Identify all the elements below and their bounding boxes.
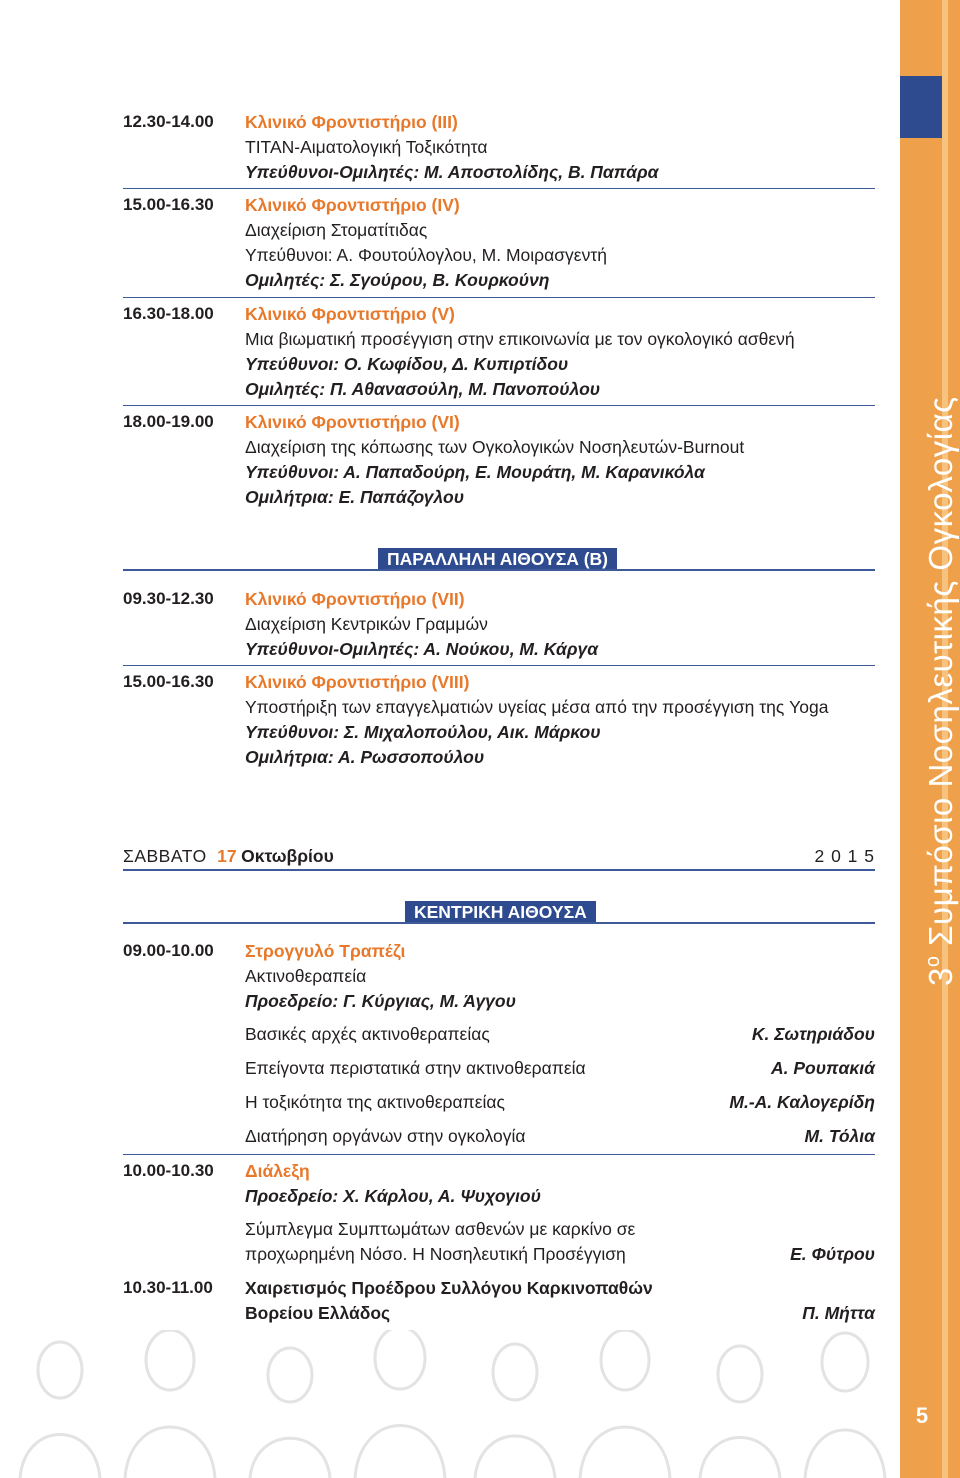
session-people: Υπεύθυνοι: Σ. Μιχαλοπούλου, Αικ. Μάρκου	[245, 722, 601, 742]
session-time: 15.00-16.30	[123, 195, 214, 214]
page-number: 5	[915, 1403, 929, 1428]
talk-speaker: Α. Ρουπακιά	[770, 1058, 875, 1078]
session-subject: Μια βιωματική προσέγγιση στην επικοινωνία με τον ογκολογικό ασθενή	[245, 329, 795, 349]
divider	[123, 665, 875, 666]
talk-speaker: Μ. Τόλια	[804, 1126, 875, 1146]
session-time: 18.00-19.00	[123, 412, 214, 431]
greeting-line: Χαιρετισμός Προέδρου Συλλόγου Καρκινοπαθών	[245, 1278, 653, 1298]
session-time: 09.30-12.30	[123, 589, 214, 608]
session-people: Υπεύθυνοι-Ομιλητές: Α. Νούκου, Μ. Κάργα	[245, 639, 599, 659]
talk-title-line1: Σύμπλεγμα Συμπτωμάτων ασθενών με καρκίνο σε	[245, 1219, 636, 1239]
greeting-session	[123, 1276, 875, 1331]
lecture-session	[123, 1159, 875, 1269]
session-title: Στρογγυλό Τραπέζι	[245, 941, 406, 961]
day-month: Οκτωβρίου	[241, 846, 334, 866]
session-time: 12.30-14.00	[123, 112, 214, 131]
session-responsible: Υπεύθυνοι: Α. Φουτούλογλου, Μ. Μοιρασγεντή	[245, 245, 607, 265]
day-number: 17	[217, 846, 237, 866]
talk-speaker: Ε. Φύτρου	[790, 1244, 875, 1264]
main-hall-label: ΚΕΝΤΡΙΚΗ ΑΙΘΟΥΣΑ	[405, 901, 596, 923]
session-people: Ομιλητές: Π. Αθανασούλη, Μ. Πανοπούλου	[245, 379, 601, 399]
talk-speaker: Κ. Σωτηριάδου	[751, 1024, 875, 1044]
greeting-speaker: Π. Μήττα	[802, 1303, 875, 1323]
divider	[123, 405, 875, 406]
talk-title: Η τοξικότητα της ακτινοθεραπείας	[245, 1092, 505, 1112]
day-header	[123, 846, 875, 870]
session-chairs: Προεδρείο: Γ. Κύργιας, Μ. Άγγου	[245, 991, 516, 1011]
side-banner-blue-block	[900, 76, 942, 138]
day-divider	[123, 869, 875, 871]
divider	[123, 188, 875, 189]
session-title: Κλινικό Φροντιστήριο (VIII)	[245, 672, 470, 692]
session-title: Κλινικό Φροντιστήριο (VII)	[245, 589, 465, 609]
session-people: Ομιλήτρια: Ε. Παπάζογλου	[245, 487, 465, 507]
hall-divider	[123, 922, 875, 924]
session-time: 10.00-10.30	[123, 1161, 214, 1180]
session-people: Υπεύθυνοι-Ομιλητές: Μ. Αποστολίδης, Β. Παπάρα	[245, 162, 659, 182]
session-time: 10.30-11.00	[123, 1278, 213, 1297]
talk-title: Διατήρηση οργάνων στην ογκολογία	[245, 1126, 526, 1146]
talk-speaker: Μ.-Α. Καλογερίδη	[729, 1092, 875, 1112]
hall-b-label: ΠΑΡΑΛΛΗΛΗ ΑΙΘΟΥΣΑ (Β)	[378, 548, 617, 570]
session-title: Διάλεξη	[245, 1161, 310, 1181]
background-figures-illustration	[0, 1330, 900, 1478]
session-title: Κλινικό Φροντιστήριο (ΙΙΙ)	[245, 112, 458, 132]
session-people: Ομιλητές: Σ. Σγούρου, Β. Κουρκούνη	[245, 270, 550, 290]
session-people: Υπεύθυνοι: Ο. Κωφίδου, Δ. Κυπιρτίδου	[245, 354, 569, 374]
talk-title-line2: προχωρημένη Νόσο. Η Νοσηλευτική Προσέγγιση	[245, 1244, 626, 1264]
day-weekday: ΣΑΒΒΑΤΟ	[123, 846, 207, 866]
session-title: Κλινικό Φροντιστήριο (V)	[245, 304, 455, 324]
session-subject: Υποστήριξη των επαγγελματιών υγείας μέσα από την προσέγγιση της Yoga	[245, 697, 829, 717]
symposium-vertical-title: $3^o$ Συμπόσιο Νοσηλευτικής Ογκολογίας	[922, 396, 959, 986]
session-time: 09.00-10.00	[123, 941, 214, 960]
session-time: 16.30-18.00	[123, 304, 214, 323]
session-people: Υπεύθυνοι: Α. Παπαδούρη, Ε. Μουράτη, Μ. Καρανικόλα	[245, 462, 705, 482]
session-title: Κλινικό Φροντιστήριο (VI)	[245, 412, 460, 432]
hall-divider	[123, 569, 875, 571]
talk-title: Βασικές αρχές ακτινοθεραπείας	[245, 1024, 490, 1044]
round-table-session	[123, 939, 875, 1149]
session-subject: Διαχείριση της κόπωσης των Ογκολογικών Νοσηλευτών-Burnout	[245, 437, 745, 457]
talk-title: Επείγοντα περιστατικά στην ακτινοθεραπεία	[245, 1058, 586, 1078]
divider	[123, 297, 875, 298]
session-subject: Διαχείριση Κεντρικών Γραμμών	[245, 614, 488, 634]
greeting-line: Βορείου Ελλάδος	[245, 1303, 391, 1323]
session-title: Κλινικό Φροντιστήριο (IV)	[245, 195, 460, 215]
divider	[123, 1154, 875, 1155]
day-year: 2 0 1 5	[814, 846, 875, 866]
session-people: Ομιλήτρια: Α. Ρωσσοπούλου	[245, 747, 485, 767]
session-subject: Διαχείριση Στοματίτιδας	[245, 220, 428, 240]
session-subject: Ακτινοθεραπεία	[245, 966, 367, 986]
session-subject: ΤΙΤΑΝ-Αιματολογική Τοξικότητα	[245, 137, 488, 157]
session-chairs: Προεδρείο: Χ. Κάρλου, Α. Ψυχογιού	[245, 1186, 541, 1206]
session-time: 15.00-16.30	[123, 672, 214, 691]
